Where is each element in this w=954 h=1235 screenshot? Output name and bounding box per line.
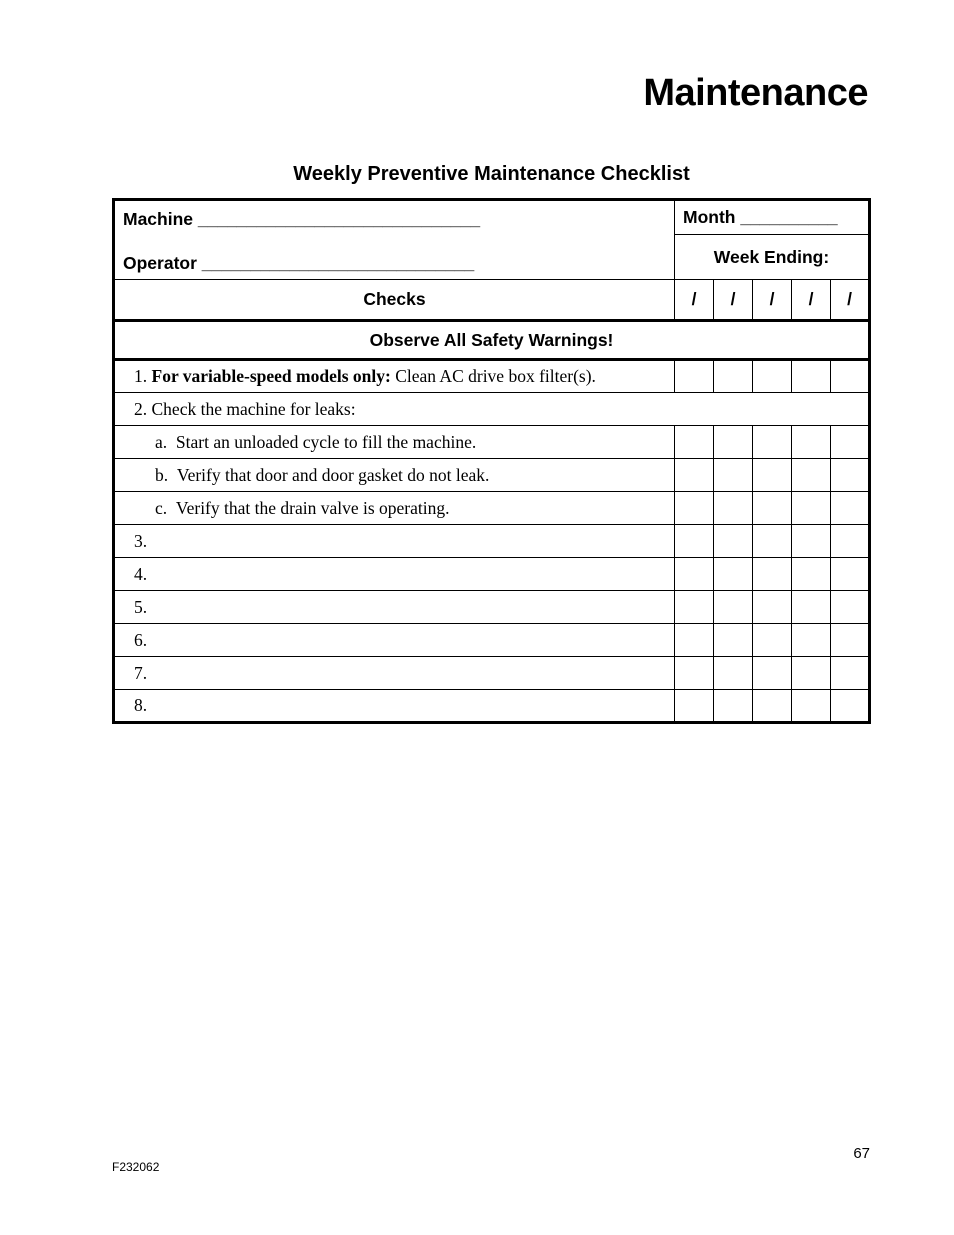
month-field[interactable]: Month __________	[675, 200, 870, 235]
checklist-item-row	[114, 591, 870, 624]
safety-warning: Observe All Safety Warnings!	[114, 321, 870, 360]
check-box[interactable]	[714, 525, 753, 558]
check-box[interactable]	[675, 459, 714, 492]
item-number: 8.	[134, 695, 148, 715]
checklist-item	[114, 393, 870, 426]
checklist-item-row	[114, 426, 870, 459]
week-ending-label: Week Ending:	[675, 235, 870, 280]
check-box[interactable]	[831, 657, 870, 690]
check-box[interactable]	[831, 525, 870, 558]
check-box[interactable]	[792, 657, 831, 690]
checklist-subitem	[114, 492, 675, 525]
check-box[interactable]	[831, 360, 870, 393]
check-box[interactable]	[753, 360, 792, 393]
check-box[interactable]	[831, 558, 870, 591]
checklist-item-row	[114, 393, 870, 426]
check-box[interactable]	[675, 558, 714, 591]
checklist-item-row	[114, 558, 870, 591]
check-box[interactable]	[714, 591, 753, 624]
item-number: 5.	[134, 596, 148, 617]
check-box[interactable]	[675, 360, 714, 393]
check-box[interactable]	[792, 459, 831, 492]
checklist-subitem	[114, 459, 675, 492]
week-date-field[interactable]: /	[792, 280, 831, 321]
check-box[interactable]	[831, 459, 870, 492]
item-text: Start an unloaded cycle to fill the machine.	[175, 431, 477, 452]
check-box[interactable]	[714, 558, 753, 591]
check-box[interactable]	[714, 492, 753, 525]
item-number: 3.	[134, 530, 148, 551]
header-row-month	[114, 200, 870, 235]
week-date-field[interactable]: /	[753, 280, 792, 321]
check-box[interactable]	[714, 657, 753, 690]
checklist-item-row	[114, 525, 870, 558]
checklist-item	[114, 525, 675, 558]
header-row-checks	[114, 280, 870, 321]
safety-row	[114, 321, 870, 360]
item-letter: a.	[155, 431, 168, 452]
check-box[interactable]	[753, 492, 792, 525]
check-box[interactable]	[753, 459, 792, 492]
check-box[interactable]	[792, 492, 831, 525]
checklist-title: Weekly Preventive Maintenance Checklist	[293, 163, 690, 185]
item-bold-text: For variable-speed models only:	[151, 366, 391, 386]
check-box[interactable]	[675, 525, 714, 558]
check-box[interactable]	[753, 690, 792, 723]
checklist-item-row	[114, 624, 870, 657]
check-box[interactable]	[714, 624, 753, 657]
check-box[interactable]	[753, 657, 792, 690]
item-number: 7.	[134, 662, 148, 683]
item-number: 1.	[134, 366, 148, 386]
check-box[interactable]	[753, 591, 792, 624]
check-box[interactable]	[675, 624, 714, 657]
check-box[interactable]	[792, 360, 831, 393]
check-box[interactable]	[831, 624, 870, 657]
maintenance-checklist-table	[112, 198, 871, 724]
machine-field[interactable]: Machine _____________________________	[123, 209, 481, 229]
page-number: 67	[853, 1145, 870, 1162]
check-box[interactable]	[792, 525, 831, 558]
week-date-field[interactable]: /	[714, 280, 753, 321]
check-box[interactable]	[792, 426, 831, 459]
item-number: 6.	[134, 629, 148, 650]
week-date-field[interactable]: /	[831, 280, 870, 321]
check-box[interactable]	[792, 591, 831, 624]
check-box[interactable]	[714, 459, 753, 492]
item-number: 4.	[134, 563, 148, 584]
check-box[interactable]	[831, 492, 870, 525]
document-code: F232062	[112, 1160, 160, 1174]
checklist-item	[114, 360, 675, 393]
checklist-subitem	[114, 426, 675, 459]
operator-field[interactable]: Operator ____________________________	[123, 253, 475, 273]
checklist-item	[114, 690, 675, 723]
check-box[interactable]	[714, 426, 753, 459]
checklist-item	[114, 657, 675, 690]
check-box[interactable]	[714, 690, 753, 723]
check-box[interactable]	[675, 657, 714, 690]
checks-label: Checks	[114, 280, 675, 321]
check-box[interactable]	[792, 690, 831, 723]
checklist-item	[114, 624, 675, 657]
check-box[interactable]	[714, 360, 753, 393]
item-letter: c.	[155, 497, 168, 518]
check-box[interactable]	[675, 690, 714, 723]
check-box[interactable]	[753, 525, 792, 558]
checklist-item-row	[114, 657, 870, 690]
check-box[interactable]	[792, 624, 831, 657]
item-number: 2.	[134, 398, 148, 419]
item-text: Check the machine for leaks:	[151, 398, 356, 419]
check-box[interactable]	[753, 426, 792, 459]
week-date-field[interactable]: /	[675, 280, 714, 321]
item-letter: b.	[155, 464, 169, 485]
machine-operator-cell	[114, 200, 675, 280]
check-box[interactable]	[831, 591, 870, 624]
checklist-item-row	[114, 690, 870, 723]
check-box[interactable]	[831, 690, 870, 723]
item-text: Verify that the drain valve is operating.	[175, 497, 450, 518]
check-box[interactable]	[792, 558, 831, 591]
check-box[interactable]	[831, 426, 870, 459]
checklist-item	[114, 591, 675, 624]
page-heading: Maintenance	[643, 72, 868, 114]
check-box[interactable]	[675, 591, 714, 624]
check-box[interactable]	[675, 492, 714, 525]
checklist-item-row	[114, 492, 870, 525]
checklist-item	[114, 558, 675, 591]
checklist-item-row	[114, 459, 870, 492]
checklist-item-row	[114, 360, 870, 393]
check-box[interactable]	[675, 426, 714, 459]
item-text: Verify that door and door gasket do not leak.	[176, 464, 490, 485]
check-box[interactable]	[753, 558, 792, 591]
check-box[interactable]	[753, 624, 792, 657]
item-text: Clean AC drive box filter(s).	[390, 366, 596, 386]
